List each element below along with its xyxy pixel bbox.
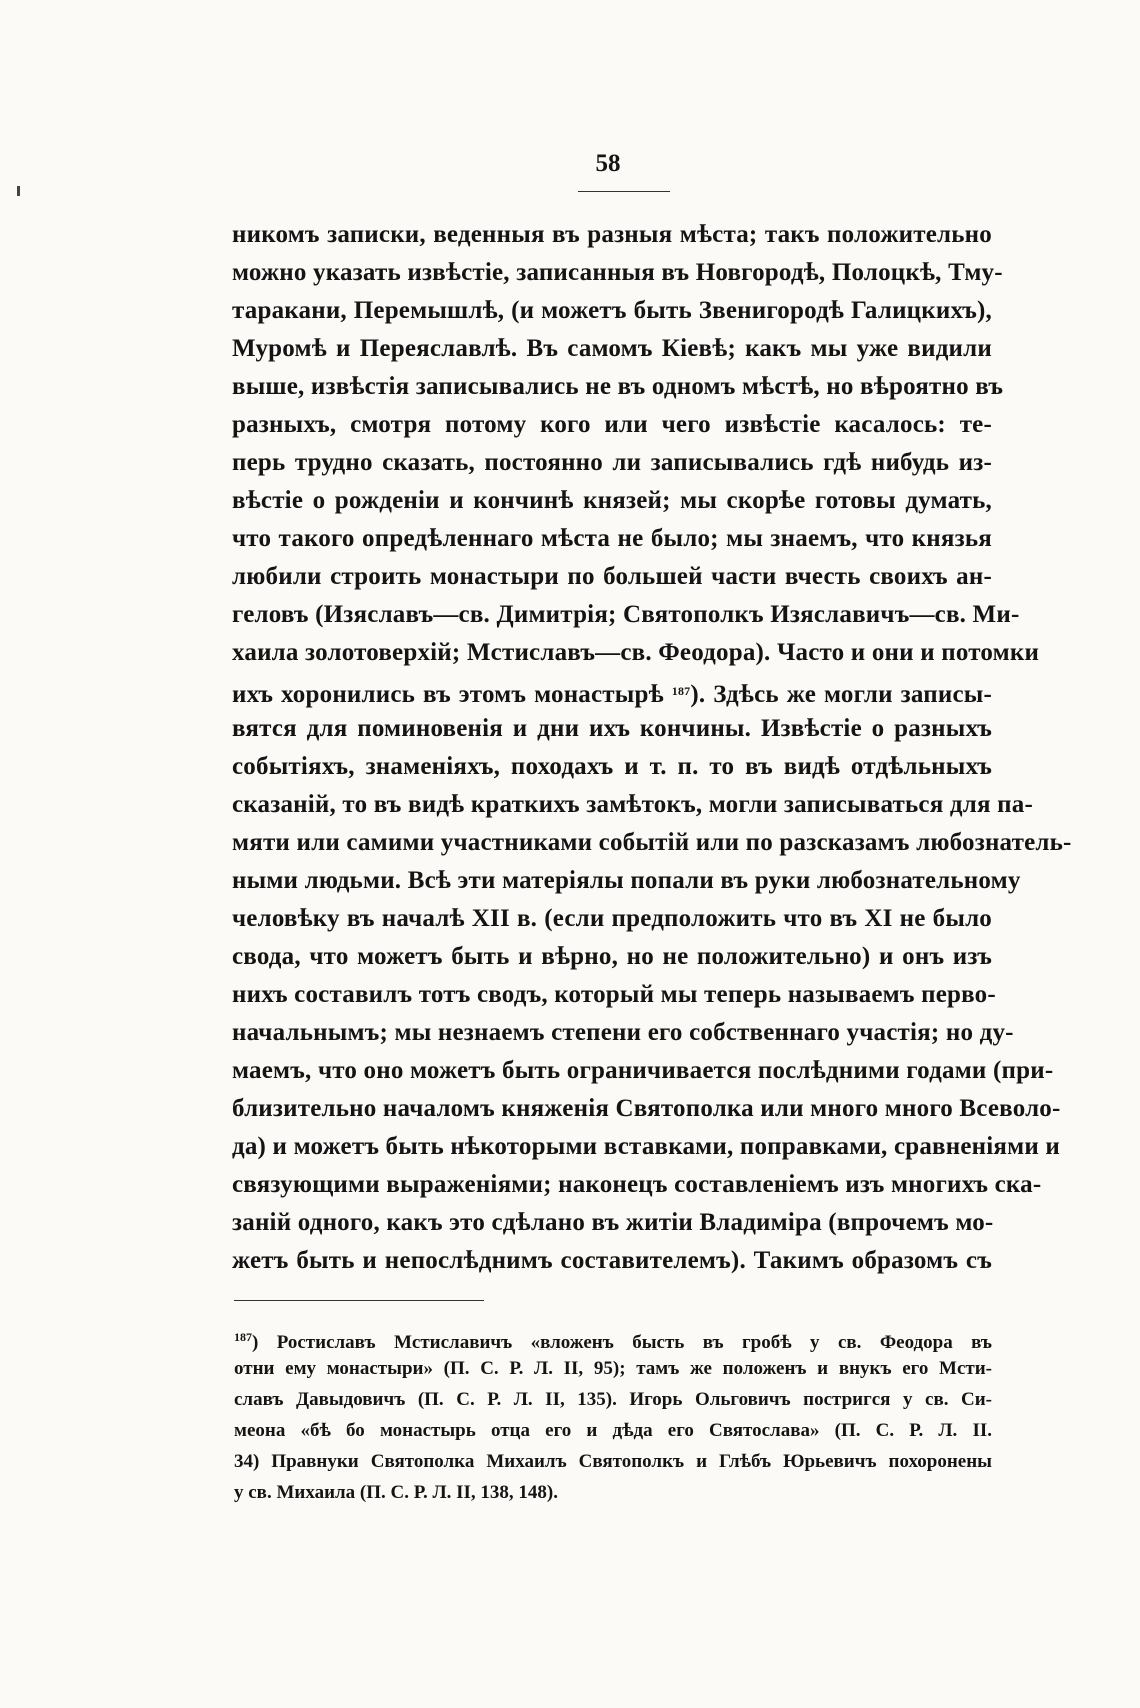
footnote-line-text: ) Ростиславъ Мстиславичъ «вложенъ бысть въ гробѣ у св. Феодора въ <box>252 1332 992 1353</box>
body-line: начальнымъ; мы незнаемъ степени его собственнаго участія; но ду- <box>232 1019 1014 1046</box>
body-line: что такого опредѣленнаго мѣста не было; мы знаемъ, что князья <box>232 525 992 552</box>
body-line: близительно началомъ княженія Святополка или много много Всеволо- <box>232 1095 1061 1122</box>
footnote-line: отни ему монастыри» (П. С. Р. Л. II, 95); тамъ же положенъ и внукъ его Мсти- <box>234 1358 992 1379</box>
footnote-line: у св. Михаила (П. С. Р. Л. II, 138, 148). <box>234 1482 559 1503</box>
body-line: геловъ (Изяславъ—св. Димитрія; Святополкъ Изяславичъ—св. Ми- <box>232 601 1020 628</box>
body-line-text: ). <box>690 681 706 708</box>
body-line: любили строить монастыри по большей части вчесть своихъ ан- <box>232 563 992 590</box>
body-line: таракани, Перемышлѣ, (и можетъ быть Звенигородѣ Галицкихъ), <box>232 297 992 324</box>
footnote-marker: 187 <box>234 1330 252 1344</box>
body-line: событіяхъ, знаменіяхъ, походахъ и т. п. то въ видѣ отдѣльныхъ <box>232 753 992 780</box>
body-line: хаила золотоверхій; Мстиславъ—св. Феодора). Часто и они и потомки <box>232 639 1040 666</box>
body-line: разныхъ, смотря потому кого или чего извѣстіе касалось: те- <box>232 411 992 438</box>
body-line: никомъ записки, веденныя въ разныя мѣста; такъ положительно <box>232 221 992 248</box>
body-line: ными людьми. Всѣ эти матеріялы попали въ руки любознательному <box>232 867 1021 894</box>
body-line: можно указать извѣстіе, записанныя въ Новгородѣ, Полоцкѣ, Тму- <box>232 259 1003 286</box>
footnote-line: 34) Правнуки Святополка Михаилъ Святополкъ и Глѣбъ Юрьевичъ похоронены <box>234 1451 992 1472</box>
body-line-text: ихъ хоронились въ этомъ монастырѣ <box>232 681 664 708</box>
footnote-reference: 187 <box>671 684 691 698</box>
body-line: человѣку въ началѣ XII в. (если предположить что въ XI не было <box>232 905 992 932</box>
body-line: заній одного, какъ это сдѣлано въ житіи Владиміра (впрочемъ мо- <box>232 1209 994 1236</box>
page-number-rule <box>578 191 670 192</box>
body-line: мяти или самими участниками событій или по разсказамъ любознатель- <box>232 829 1072 856</box>
body-line: жетъ быть и непослѣднимъ составителемъ). Такимъ образомъ съ <box>232 1247 992 1274</box>
body-line: связующими выраженіями; наконецъ составленіемъ изъ многихъ ска- <box>232 1171 1042 1198</box>
body-line: вѣстіе о рожденіи и кончинѣ князей; мы скорѣе готовы думать, <box>232 487 992 514</box>
footnote-line: меона «бѣ бо монастырь отца его и дѣда его Святослава» (П. С. Р. Л. II. <box>234 1420 992 1441</box>
footnote <box>234 1322 992 1508</box>
left-margin-mark <box>17 186 20 196</box>
body-line: вятся для поминовенія и дни ихъ кончины. Извѣстіе о разныхъ <box>232 715 992 742</box>
body-line: маемъ, что оно можетъ быть ограничивается послѣдними годами (при- <box>232 1057 1054 1084</box>
body-line: сказаній, то въ видѣ краткихъ замѣтокъ, могли записываться для па- <box>232 791 1033 818</box>
footnote-line <box>234 1322 992 1353</box>
body-line-with-footnote-ref <box>232 672 992 710</box>
body-line: выше, извѣстія записывались не въ одномъ мѣстѣ, но вѣроятно въ <box>232 373 1004 400</box>
body-line: свода, что можетъ быть и вѣрно, но не положительно) и онъ изъ <box>232 943 992 970</box>
footnote-rule <box>234 1300 484 1301</box>
body-line: перь трудно сказать, постоянно ли записывались гдѣ нибудь из- <box>232 449 992 476</box>
footnote-line: славъ Давыдовичъ (П. С. Р. Л. II, 135). Игорь Ольговичъ постригся у св. Си- <box>234 1389 992 1410</box>
body-line: Муромѣ и Переяславлѣ. Въ самомъ Кіевѣ; какъ мы уже видили <box>232 335 992 362</box>
body-line: да) и можетъ быть нѣкоторыми вставками, поправками, сравненіями и <box>232 1133 1061 1160</box>
page-number: 58 <box>595 150 621 177</box>
body-line: нихъ составилъ тотъ сводъ, который мы теперь называемъ перво- <box>232 981 996 1008</box>
body-text <box>232 216 1072 1280</box>
body-line-text: Здѣсь же могли записы- <box>713 681 992 708</box>
